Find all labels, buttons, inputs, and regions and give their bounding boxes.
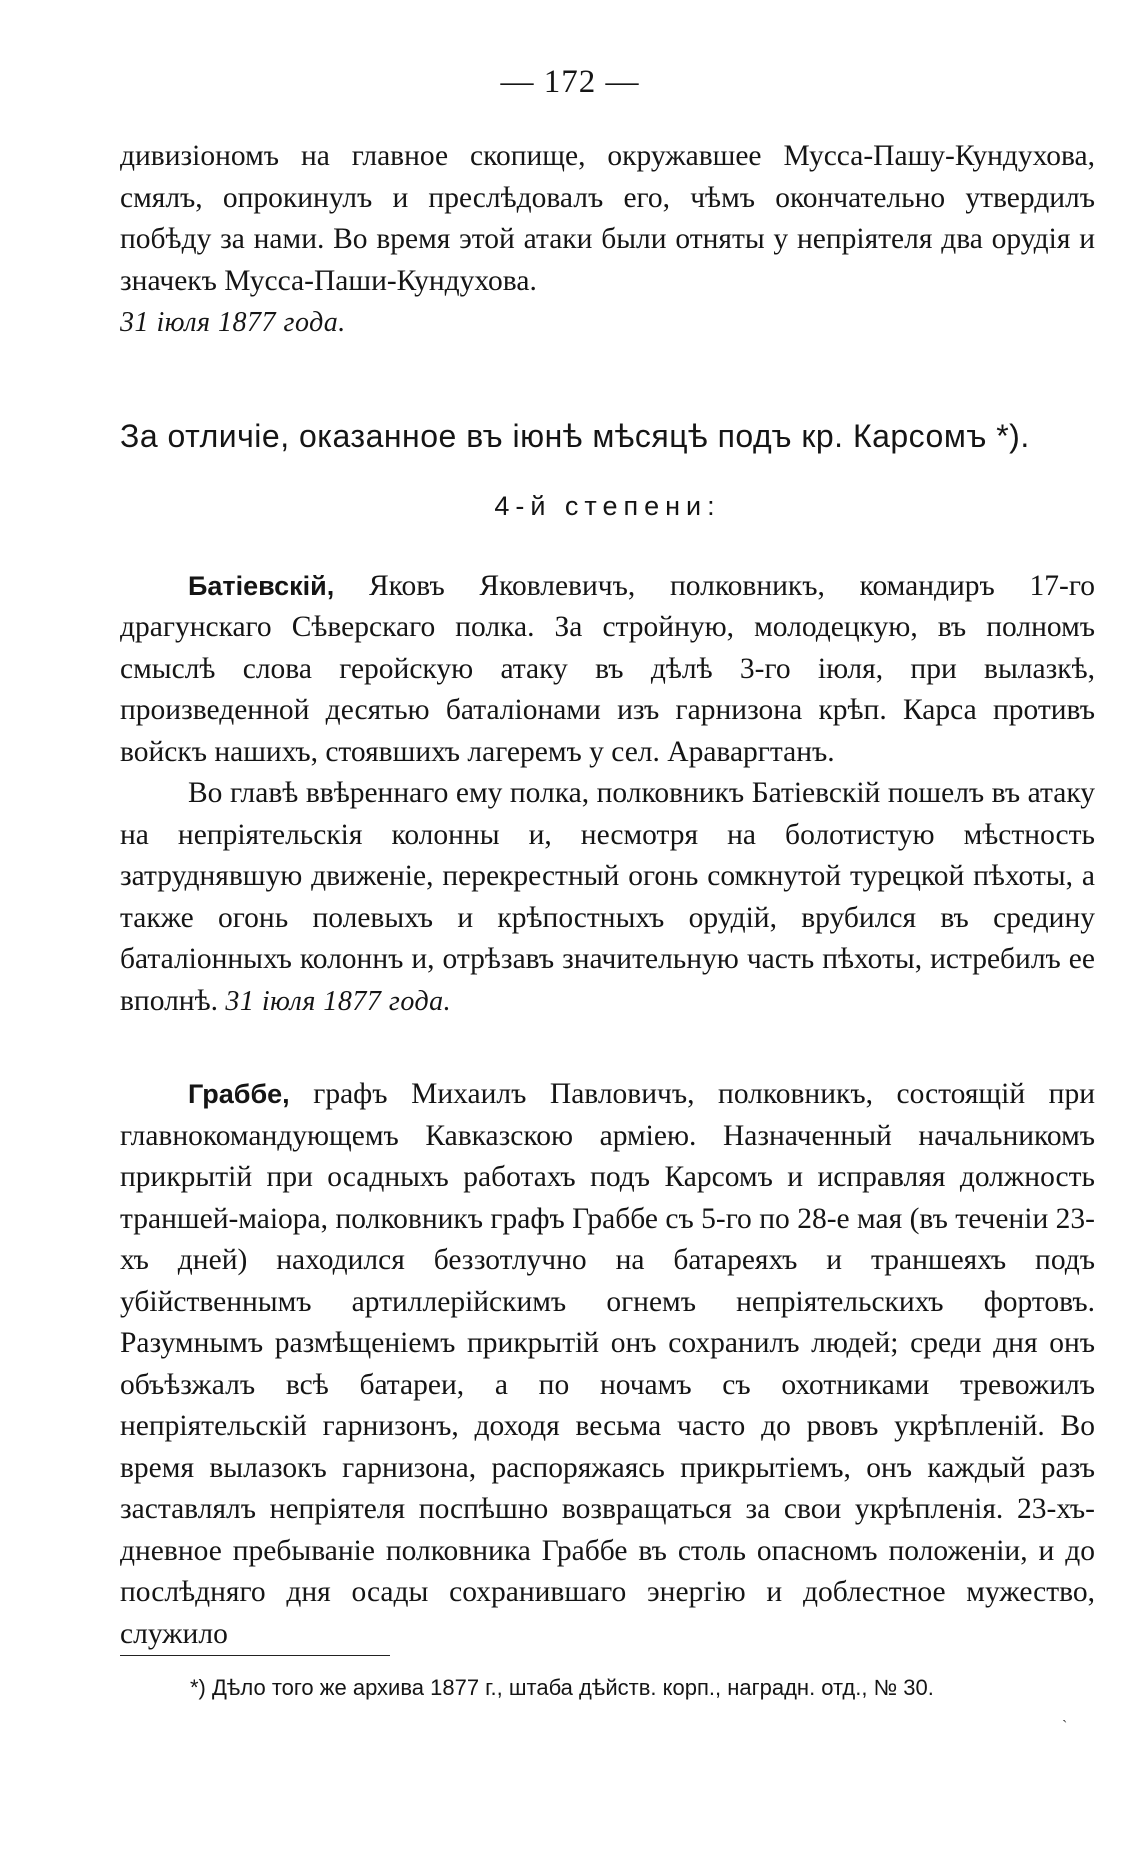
section-heading: За отличіе, оказанное въ іюнѣ мѣсяцѣ подъ кр. Карсомъ *). (120, 417, 1030, 454)
award-entry-batievsky (120, 566, 1095, 1023)
entry-date: 31 іюля 1877 года. (225, 985, 452, 1017)
entry-name: Граббе, (188, 1079, 290, 1109)
footnote-divider (120, 1655, 390, 1656)
award-entry-grabbe (120, 1074, 1095, 1655)
continuation-paragraph (120, 136, 1095, 302)
entry-text: Во главѣ ввѣреннаго ему полка, полковникъ Батіевскій пошелъ въ атаку на непріятельскія колонны и, несмотря на болотистую мѣстность затруднявшую движеніе, перекрестный огонь сомкнутой турецкой пѣхоты, а также огонь полевыхъ и крѣпостныхъ орудій, врубился въ средину баталіонныхъ колоннъ и, отрѣзавъ значительную часть пѣхоты, истребилъ ее вполнѣ. (120, 777, 1095, 1017)
stray-print-mark: ˋ (1062, 1718, 1068, 1735)
continuation-text: дивизіономъ на главное скопище, окружавшее Мусса-Пашу-Кундухова, смялъ, опрокинулъ и преслѣдовалъ его, чѣмъ окончательно утвердилъ побѣду за нами. Во время этой атаки были отняты у непріятеля два орудія и значекъ Мусса-Паши-Кундухова. (120, 140, 1095, 297)
entry-text: Яковъ Яковлевичъ, полковникъ, командиръ 17-го драгунскаго Сѣверскаго полка. За стройную, молодецкую, въ полномъ смыслѣ слова геройскую атаку въ дѣлѣ 3-го іюля, при вылазкѣ, произведенной десятью баталіонами изъ гарнизона крѣп. Карса противъ войскъ нашихъ, стоявшихъ лагеремъ у сел. Араваргтанъ. (120, 569, 1095, 768)
page-number: — 172 — (500, 64, 640, 100)
continuation-date-line (120, 302, 1095, 344)
continuation-date: 31 іюля 1877 года. (120, 307, 346, 338)
entry-paragraph (120, 566, 1095, 774)
footnote: *) Дѣло того же архива 1877 г., штаба дѣйств. корп., наградн. отд., № 30. (190, 1675, 934, 1700)
entry-paragraph (120, 1074, 1095, 1655)
entry-name: Батіевскій, (188, 570, 335, 601)
degree-heading: 4-й степени: (494, 490, 721, 521)
entry-paragraph (120, 773, 1095, 1022)
entry-text: графъ Михаилъ Павловичъ, полковникъ, состоящій при главнокомандующемъ Кавказскою арміею. Назначенный начальникомъ прикрытій при осадныхъ работахъ подъ Карсомъ и исправляя должность траншей-маіора, полковникъ графъ Граббе съ 5-го по 28-е мая (въ теченіи 23-хъ дней) находился беззотлучно на батареяхъ и траншеяхъ подъ убійственнымъ артиллерійскимъ огнемъ непріятельскихъ фортовъ. Разумнымъ размѣщеніемъ прикрытій онъ сохранилъ людей; среди дня онъ объѣзжалъ всѣ батареи, а по ночамъ съ охотниками тревожилъ непріятельскій гарнизонъ, доходя весьма часто до рвовъ укрѣпленій. Во время вылазокъ гарнизона, распоряжаясь прикрытіемъ, онъ каждый разъ заставлялъ непріятеля поспѣшно возвращаться за свои укрѣпленія. 23-хъ-дневное пребываніе полковника Граббе въ столь опасномъ положеніи, и до послѣдняго дня осады сохранившаго энергію и доблестное мужество, служило (120, 1078, 1096, 1650)
page-body (120, 136, 1095, 1655)
